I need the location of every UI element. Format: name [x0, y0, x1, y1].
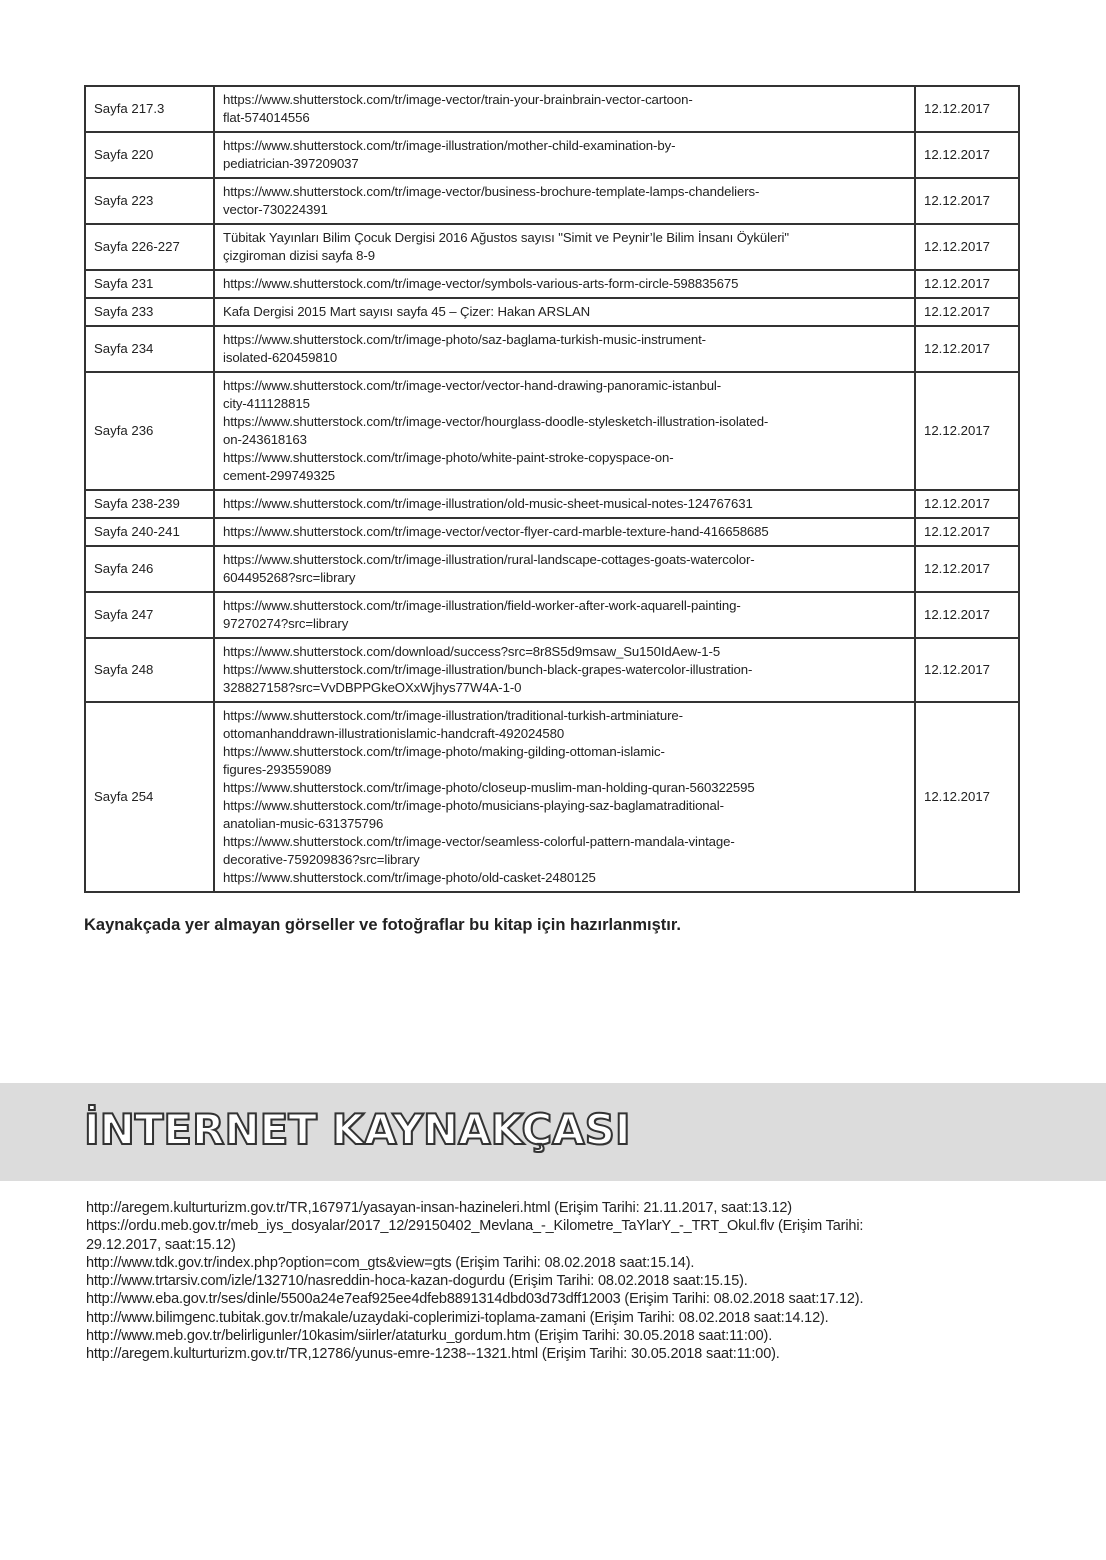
table-body — [85, 86, 1019, 892]
date-cell: 12.12.2017 — [915, 592, 1019, 638]
date-cell: 12.12.2017 — [915, 546, 1019, 592]
source-line: Tübitak Yayınları Bilim Çocuk Dergisi 2016 Ağustos sayısı "Simit ve Peynir’le Bilim İnsanı Öyküleri" — [223, 230, 789, 245]
source-cell — [214, 638, 915, 702]
reference-line: http://www.eba.gov.tr/ses/dinle/5500a24e7eaf925ee4dfeb8891314dbd03d73dff12003 (Erişim Tarihi: 08.02.2018 saat:17.12). — [86, 1291, 864, 1308]
source-line: https://www.shutterstock.com/tr/image-illustration/bunch-black-grapes-watercolor-illustration- — [223, 662, 753, 677]
table-row — [85, 224, 1019, 270]
page-cell: Sayfa 247 — [85, 592, 214, 638]
source-line: ottomanhanddrawn-illustrationislamic-handcraft-492024580 — [223, 726, 565, 741]
date-cell: 12.12.2017 — [915, 702, 1019, 892]
table-row — [85, 86, 1019, 132]
reference-line: http://www.meb.gov.tr/belirligunler/10kasim/siirler/ataturku_gordum.htm (Erişim Tarihi: 30.05.2018 saat:11:00). — [86, 1328, 773, 1345]
page-cell: Sayfa 220 — [85, 132, 214, 178]
source-line: https://www.shutterstock.com/tr/image-illustration/traditional-turkish-artminiature- — [223, 708, 683, 723]
source-cell — [214, 592, 915, 638]
source-line: https://www.shutterstock.com/tr/image-photo/white-paint-stroke-copyspace-on- — [223, 450, 674, 465]
date-cell: 12.12.2017 — [915, 490, 1019, 518]
source-line: https://www.shutterstock.com/tr/image-vector/vector-hand-drawing-panoramic-istanbul- — [223, 378, 722, 393]
source-line: https://www.shutterstock.com/tr/image-vector/vector-flyer-card-marble-texture-hand-416658685 — [223, 524, 769, 539]
source-cell — [214, 224, 915, 270]
page-cell: Sayfa 254 — [85, 702, 214, 892]
reference-line: http://aregem.kulturturizm.gov.tr/TR,12786/yunus-emre-1238--1321.html (Erişim Tarihi: 30.05.2018 saat:11:00). — [86, 1346, 780, 1363]
source-cell — [214, 702, 915, 892]
source-line: https://www.shutterstock.com/tr/image-photo/saz-baglama-turkish-music-instrument- — [223, 332, 706, 347]
table-row — [85, 132, 1019, 178]
table-row — [85, 592, 1019, 638]
table-row — [85, 270, 1019, 298]
reference-line: 29.12.2017, saat:15.12) — [86, 1236, 236, 1253]
page-cell: Sayfa 236 — [85, 372, 214, 490]
source-line: city-411128815 — [223, 396, 310, 411]
reference-line: http://aregem.kulturturizm.gov.tr/TR,167971/yasayan-insan-hazineleri.html (Erişim Tarihi: 21.11.2017, saat:13.12) — [86, 1200, 792, 1216]
date-cell: 12.12.2017 — [915, 518, 1019, 546]
source-cell — [214, 132, 915, 178]
source-cell — [214, 298, 915, 326]
source-line: https://www.shutterstock.com/tr/image-vector/hourglass-doodle-stylesketch-illustration-isolated- — [223, 414, 769, 429]
page-cell: Sayfa 217.3 — [85, 86, 214, 132]
reference-line: http://www.trtarsiv.com/izle/132710/nasreddin-hoca-kazan-dogurdu (Erişim Tarihi: 08.02.2018 saat:15.15). — [86, 1273, 748, 1290]
source-line: figures-293559089 — [223, 762, 332, 777]
page-cell: Sayfa 240-241 — [85, 518, 214, 546]
reference-line: http://www.tdk.gov.tr/index.php?option=com_gts&view=gts (Erişim Tarihi: 08.02.2018 saat:15.14). — [86, 1254, 695, 1271]
table-row — [85, 372, 1019, 490]
reference-line: https://ordu.meb.gov.tr/meb_iys_dosyalar/2017_12/29150402_Mevlana_-_Kilometre_TaYlarY_-_TRT_Okul.flv (Erişim Tarihi: — [86, 1218, 864, 1235]
source-line: https://www.shutterstock.com/tr/image-photo/closeup-muslim-man-holding-quran-560322595 — [223, 780, 755, 795]
source-cell — [214, 270, 915, 298]
date-cell: 12.12.2017 — [915, 270, 1019, 298]
source-line: isolated-620459810 — [223, 350, 338, 365]
source-cell — [214, 546, 915, 592]
internet-references-list — [86, 1199, 1026, 1364]
page-cell: Sayfa 246 — [85, 546, 214, 592]
table-row — [85, 702, 1019, 892]
source-line: cement-299749325 — [223, 468, 336, 483]
source-line: 97270274?src=library — [223, 616, 349, 631]
table-row — [85, 518, 1019, 546]
source-line: flat-574014556 — [223, 110, 310, 125]
date-cell: 12.12.2017 — [915, 372, 1019, 490]
table-row — [85, 326, 1019, 372]
source-cell — [214, 326, 915, 372]
section-title: İNTERNET KAYNAKÇASI — [84, 1105, 631, 1154]
source-line: https://www.shutterstock.com/tr/image-illustration/old-music-sheet-musical-notes-124767631 — [223, 496, 753, 511]
table-row — [85, 178, 1019, 224]
source-line: pediatrician-397209037 — [223, 156, 359, 171]
source-line: https://www.shutterstock.com/tr/image-vector/business-brochure-template-lamps-chandeliers- — [223, 184, 760, 199]
table-row — [85, 546, 1019, 592]
source-line: on-243618163 — [223, 432, 307, 447]
table-row — [85, 638, 1019, 702]
source-line: https://www.shutterstock.com/tr/image-photo/old-casket-2480125 — [223, 870, 596, 885]
image-sources-table — [84, 85, 1020, 893]
source-cell — [214, 372, 915, 490]
source-line: Kafa Dergisi 2015 Mart sayısı sayfa 45 – Çizer: Hakan ARSLAN — [223, 304, 591, 319]
source-line: https://www.shutterstock.com/tr/image-illustration/mother-child-examination-by- — [223, 138, 676, 153]
date-cell: 12.12.2017 — [915, 132, 1019, 178]
date-cell: 12.12.2017 — [915, 86, 1019, 132]
page-cell: Sayfa 234 — [85, 326, 214, 372]
source-line: https://www.shutterstock.com/tr/image-illustration/field-worker-after-work-aquarell-painting- — [223, 598, 741, 613]
page-cell: Sayfa 238-239 — [85, 490, 214, 518]
footnote: Kaynakçada yer almayan görseller ve fotoğraflar bu kitap için hazırlanmıştır. — [84, 916, 681, 934]
table-row — [85, 298, 1019, 326]
date-cell: 12.12.2017 — [915, 224, 1019, 270]
source-line: 604495268?src=library — [223, 570, 356, 585]
page-cell: Sayfa 226-227 — [85, 224, 214, 270]
date-cell: 12.12.2017 — [915, 638, 1019, 702]
page-cell: Sayfa 233 — [85, 298, 214, 326]
table-row — [85, 490, 1019, 518]
source-line: https://www.shutterstock.com/tr/image-vector/train-your-brainbrain-vector-cartoon- — [223, 92, 693, 107]
source-line: https://www.shutterstock.com/tr/image-photo/making-gilding-ottoman-islamic- — [223, 744, 665, 759]
source-line: anatolian-music-631375796 — [223, 816, 384, 831]
page-cell: Sayfa 231 — [85, 270, 214, 298]
date-cell: 12.12.2017 — [915, 326, 1019, 372]
source-cell — [214, 490, 915, 518]
source-line: https://www.shutterstock.com/tr/image-illustration/rural-landscape-cottages-goats-watercolor- — [223, 552, 755, 567]
source-line: https://www.shutterstock.com/tr/image-vector/seamless-colorful-pattern-mandala-vintage- — [223, 834, 735, 849]
source-line: vector-730224391 — [223, 202, 328, 217]
source-line: decorative-759209836?src=library — [223, 852, 420, 867]
source-cell — [214, 86, 915, 132]
date-cell: 12.12.2017 — [915, 298, 1019, 326]
source-line: çizgiroman dizisi sayfa 8-9 — [223, 248, 375, 263]
page-cell: Sayfa 223 — [85, 178, 214, 224]
source-line: https://www.shutterstock.com/tr/image-vector/symbols-various-arts-form-circle-598835675 — [223, 276, 739, 291]
source-cell — [214, 178, 915, 224]
date-cell: 12.12.2017 — [915, 178, 1019, 224]
source-line: https://www.shutterstock.com/download/success?src=8r8S5d9msaw_Su150IdAew-1-5 — [223, 644, 721, 659]
reference-line: http://www.bilimgenc.tubitak.gov.tr/makale/uzaydaki-coplerimizi-toplama-zamani (Erişim Tarihi: 08.02.2018 saat:14.12). — [86, 1309, 829, 1326]
page-cell: Sayfa 248 — [85, 638, 214, 702]
source-line: 328827158?src=VvDBPPGkeOXxWjhys77W4A-1-0 — [223, 680, 522, 695]
source-cell — [214, 518, 915, 546]
source-line: https://www.shutterstock.com/tr/image-photo/musicians-playing-saz-baglamatraditional- — [223, 798, 724, 813]
section-header-band — [0, 1083, 1106, 1181]
